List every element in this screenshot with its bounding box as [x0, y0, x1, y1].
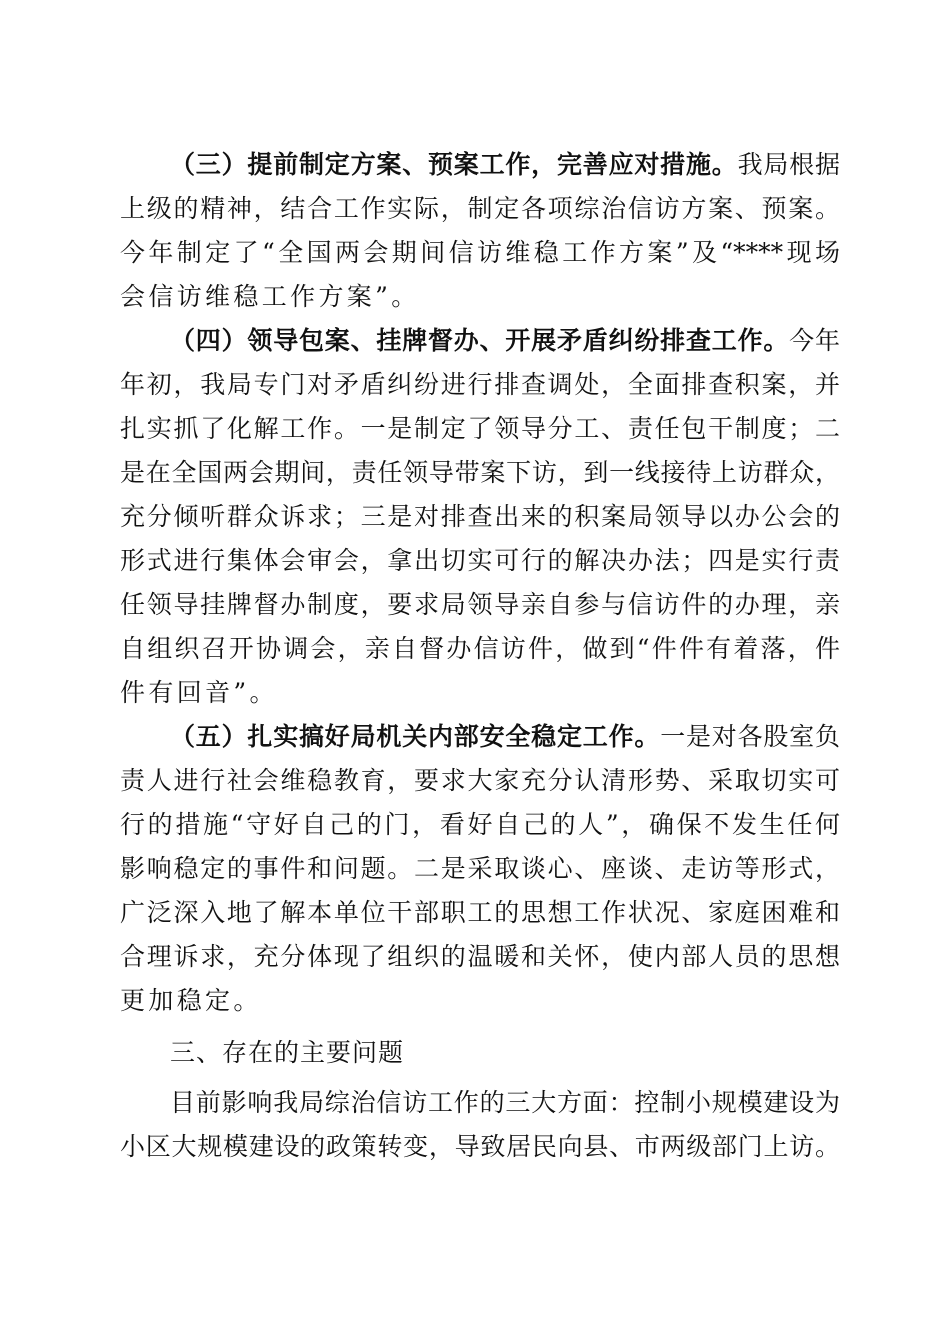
- section-3-heading: 三、存在的主要问题: [170, 1038, 405, 1067]
- para-3-line-1: [170, 143, 840, 187]
- para-3-line-2: 上级的精神，结合工作实际，制定各项综治信访方案、预案。: [120, 194, 840, 223]
- para-5-line-2: 责人进行社会维稳教育，要求大家充分认清形势、采取切实可: [120, 766, 840, 795]
- para-4-line-3: 扎实抓了化解工作。一是制定了领导分工、责任包干制度；二: [120, 414, 840, 443]
- para-4-line-1-rest: 今年: [789, 326, 840, 355]
- section-3-line-2: 小区大规模建设的政策转变，导致居民向县、市两级部门上访。: [120, 1132, 840, 1161]
- para-5-line-5: 广泛深入地了解本单位干部职工的思想工作状况、家庭困难和: [120, 898, 840, 927]
- section-3-line-1: 目前影响我局综治信访工作的三大方面：控制小规模建设为: [170, 1088, 840, 1117]
- para-3-line-1-rest: 我局根据: [737, 150, 840, 179]
- para-3-lead: （三）提前制定方案、预案工作，完善应对措施。: [170, 150, 738, 179]
- para-4-lead: （四）领导包案、挂牌督办、开展矛盾纠纷排查工作。: [170, 326, 790, 355]
- para-3-line-4: 会信访维稳工作方案”。: [120, 282, 420, 311]
- para-4-line-9: 件有回音”。: [120, 678, 278, 707]
- para-5-line-4: 影响稳定的事件和问题。二是采取谈心、座谈、走访等形式，: [120, 854, 840, 883]
- para-5-lead: （五）扎实搞好局机关内部安全稳定工作。: [170, 722, 661, 751]
- para-3-line-3: 今年制定了“全国两会期间信访维稳工作方案”及“****现场: [120, 238, 840, 267]
- para-5-line-7: 更加稳定。: [120, 986, 262, 1015]
- para-5-line-6: 合理诉求，充分体现了组织的温暖和关怀，使内部人员的思想: [120, 942, 840, 971]
- para-4-line-6: 形式进行集体会审会，拿出切实可行的解决办法；四是实行责: [120, 546, 840, 575]
- para-4-line-7: 任领导挂牌督办制度，要求局领导亲自参与信访件的办理，亲: [120, 590, 840, 619]
- para-4-line-8: 自组织召开协调会，亲自督办信访件，做到“件件有着落，件: [120, 634, 840, 663]
- para-5-line-1-rest: 一是对各股室负: [660, 722, 840, 751]
- para-4-line-4: 是在全国两会期间，责任领导带案下访，到一线接待上访群众，: [120, 458, 840, 487]
- para-5-line-3: 行的措施“守好自己的门，看好自己的人”，确保不发生任何: [120, 810, 840, 839]
- para-4-line-5: 充分倾听群众诉求；三是对排查出来的积案局领导以办公会的: [120, 502, 840, 531]
- para-4-line-2: 年初，我局专门对矛盾纠纷进行排查调处，全面排查积案，并: [120, 370, 840, 399]
- para-4-line-1: [170, 319, 840, 363]
- para-5-line-1: [170, 715, 840, 759]
